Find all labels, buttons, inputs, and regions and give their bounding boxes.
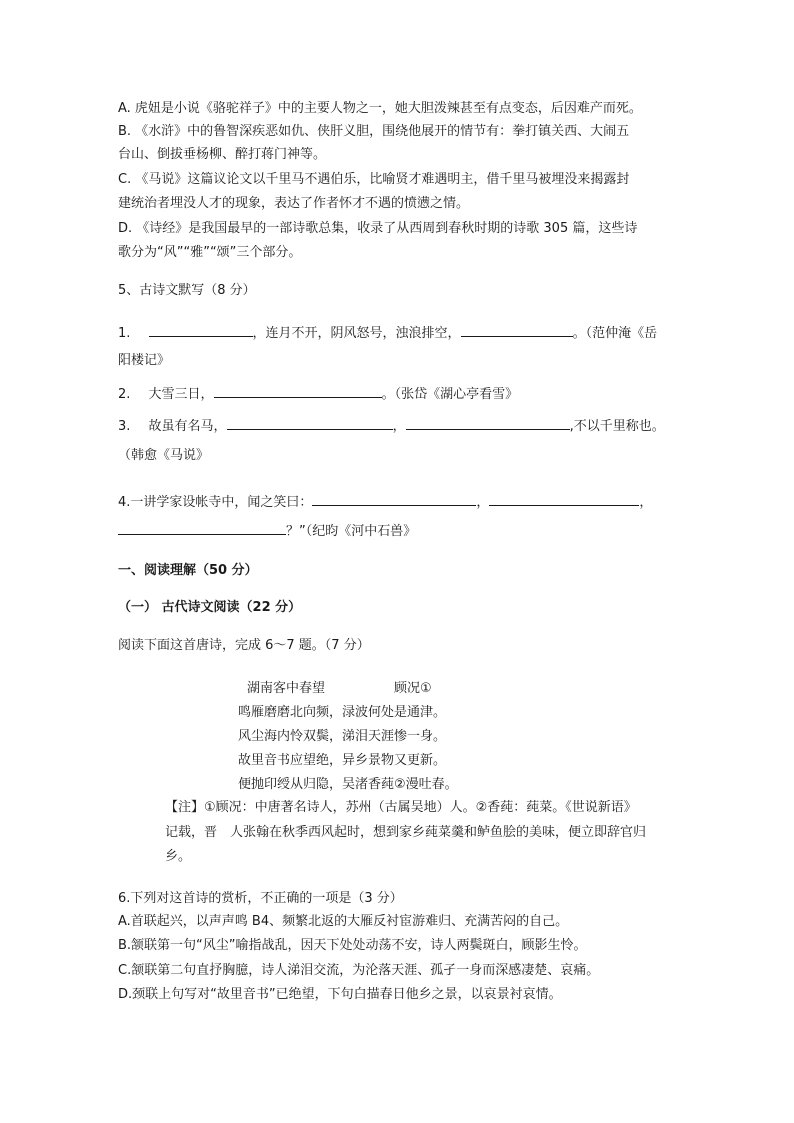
- q5-item4-line2-end: ？”（纪昀《河中石兽》: [286, 524, 417, 539]
- q6-option-c: C.颔联第二句直抒胸臆，诗人涕泪交流，为沦落天涯、孤孑一身而深感凄楚、哀痛。: [118, 963, 600, 978]
- q5-item3-number: 3.: [118, 419, 131, 434]
- poem-author: 顾况①: [394, 681, 432, 696]
- q5-item1-middle: ，连月不开，阴风怒号，浊浪排空，: [252, 326, 461, 341]
- subsection-title: （一） 古代诗文阅读（22 分）: [118, 600, 302, 615]
- q5-item1-number: 1.: [118, 326, 131, 341]
- poem-note-line-3: 乡。: [165, 849, 192, 864]
- q5-item4-start: 4.一讲学家设帐寺中，闻之笑曰：: [118, 495, 313, 510]
- poem-note-line-2: 记载，晋 人张翰在秋季西风起时，想到家乡莼菜羹和鲈鱼脍的美味，便立即辞官归: [165, 825, 647, 840]
- q5-item4-end: ，: [639, 495, 653, 510]
- answer-blank[interactable]: [489, 492, 639, 506]
- poem-line: 故里音书应望绝，异乡景物又更新。: [238, 753, 447, 768]
- choice-c-line-1: C. 《马说》这篇议论文以千里马不遇伯乐，比喻贤才难遇明主，借千里马被埋没来揭露封: [118, 172, 630, 187]
- poem-line: 鸣雁磨磨北向频，渌波何处是通津。: [238, 705, 447, 720]
- section-title: 一、阅读理解（50 分）: [118, 563, 258, 578]
- answer-blank[interactable]: [227, 416, 393, 430]
- q5-item-1-line-2: 阳楼记》: [118, 353, 171, 368]
- answer-blank[interactable]: [406, 416, 570, 430]
- q5-item-3: [118, 416, 665, 436]
- q5-item2-end: 。（张岱《湖心亭看雪》: [381, 387, 519, 402]
- reading-instruction: 阅读下面这首唐诗，完成 6～7 题。（7 分）: [118, 638, 370, 653]
- q5-item3-start: 故虽有名马，: [148, 419, 227, 434]
- poem-title: 湖南客中春望: [247, 681, 326, 696]
- q5-item-1: [118, 323, 657, 343]
- q6-option-b: B.颔联第一句“风尘”喻指战乱，因天下处处动荡不安，诗人两鬓斑白，顾影生怜。: [118, 938, 587, 953]
- q6-option-a: A.首联起兴，以声声鸣 B4、频繁北返的大雁反衬宦游难归、充满苦闷的自己。: [118, 914, 569, 929]
- answer-blank[interactable]: [118, 521, 286, 535]
- q5-item3-separator: ，: [392, 419, 406, 434]
- choice-a-line-1: A. 虎妞是小说《骆驼祥子》中的主要人物之一，她大胆泼辣甚至有点变态，后因难产而死。: [118, 101, 642, 116]
- poem-line: 便抛印绶从归隐，吴渚香莼②漫吐春。: [238, 777, 458, 792]
- answer-blank[interactable]: [214, 384, 382, 398]
- choice-d-line-1: D. 《诗经》是我国最早的一部诗歌总集，收录了从西周到春秋时期的诗歌 305 篇，这些诗: [118, 221, 638, 236]
- q5-item-4-line-2: [118, 521, 416, 541]
- q5-item2-start: 大雪三日，: [148, 387, 214, 402]
- q6-option-d: D.颈联上句写对“故里音书”已绝望，下句白描春日他乡之景，以哀景衬哀情。: [118, 987, 562, 1002]
- choice-b-line-2: 台山、倒拔垂杨柳、醉打蒋门神等。: [118, 147, 327, 162]
- answer-blank[interactable]: [149, 323, 253, 337]
- q5-item1-end: 。（范仲淹《岳: [572, 326, 658, 341]
- choice-b-line-1: B. 《水浒》中的鲁智深疾恶如仇、侠肝义胆，围绕他展开的情节有：拳打镇关西、大闹五: [118, 124, 630, 139]
- answer-blank[interactable]: [312, 492, 476, 506]
- q5-item-2: [118, 384, 518, 404]
- choice-c-line-2: 建统治者埋没人才的现象，表达了作者怀才不遇的愤懑之情。: [118, 196, 470, 211]
- q6-stem: 6.下列对这首诗的赏析，不正确的一项是（3 分）: [118, 891, 403, 906]
- answer-blank[interactable]: [461, 323, 573, 337]
- choice-d-line-2: 歌分为“风”“雅”“颂”三个部分。: [118, 245, 302, 260]
- q5-heading: 5、古诗文默写（8 分）: [118, 283, 256, 298]
- q5-item4-separator: ，: [476, 495, 490, 510]
- q5-item3-end: ,不以千里称也。: [569, 419, 665, 434]
- poem-line: 风尘海内怜双鬓，涕泪天涯惨一身。: [238, 729, 447, 744]
- poem-note-line-1: 【注】①顾况：中唐著名诗人，苏州（古属吴地）人。②香莼：莼菜。《世说新语》: [165, 800, 637, 815]
- q5-item2-number: 2.: [118, 387, 131, 402]
- q5-item-4: [118, 492, 652, 512]
- q5-item-3-line-2: （韩愈《马说》: [118, 448, 210, 463]
